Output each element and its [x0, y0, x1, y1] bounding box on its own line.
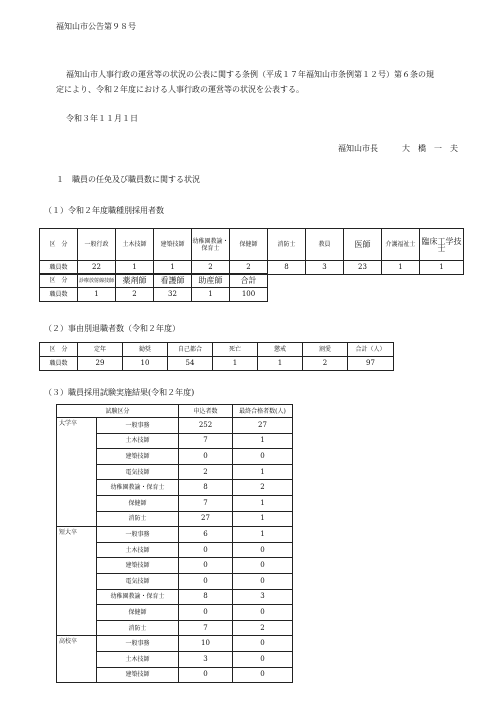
table-cell: 1: [258, 357, 303, 371]
exam-type-cell: 一般事務: [97, 527, 179, 543]
table-cell: 2: [303, 357, 348, 371]
table-cell: 54: [168, 357, 213, 371]
table-cell: 0: [233, 605, 293, 621]
body-line-2: 定により、令和２年度における人事行政の運営等の状況を公表する。: [56, 85, 304, 94]
table-cell: 0: [179, 573, 233, 589]
table-cell: 7: [179, 620, 233, 636]
table-cell: 1: [420, 261, 464, 275]
table2-value-row: [40, 357, 394, 371]
table-cell: 27: [179, 511, 233, 527]
exam-category-cell: 大学卒: [57, 418, 97, 527]
exam-type-cell: 建築技師: [97, 558, 179, 574]
exam-type-cell: 一般事務: [97, 636, 179, 652]
table1b-value-row: [40, 288, 268, 302]
table-header-cell: 合計（人）: [348, 343, 394, 357]
exam-type-cell: 建築技師: [97, 667, 179, 683]
table-cell: 0: [233, 558, 293, 574]
table-row: [57, 636, 293, 652]
exam-type-cell: 幼稚園教諭・保育士: [97, 480, 179, 496]
table-cell: 97: [348, 357, 394, 371]
table-header-cell: 区 分: [40, 274, 78, 288]
table-cell: 1: [233, 527, 293, 543]
exam-type-cell: 保健師: [97, 605, 179, 621]
table-header-cell: 助産師: [192, 274, 230, 288]
signer-title: 福知山市長: [338, 144, 378, 153]
table-cell: 1: [382, 261, 420, 275]
table-cell: 23: [344, 261, 382, 275]
table-header-cell: 看護師: [154, 274, 192, 288]
table-cell: 3: [233, 589, 293, 605]
exam-type-cell: 消防士: [97, 620, 179, 636]
table-cell: 2: [116, 288, 154, 302]
exam-results-table: [56, 404, 293, 683]
exam-type-cell: 建築技師: [97, 449, 179, 465]
exam-type-cell: 幼稚園教諭・保育士: [97, 589, 179, 605]
table-header-cell: 合計: [230, 274, 268, 288]
exam-type-cell: 電気技師: [97, 464, 179, 480]
table-cell: 3: [306, 261, 344, 275]
table-cell: 7: [179, 433, 233, 449]
notice-date: 令和３年１１月１日: [66, 114, 138, 123]
table-cell: 2: [192, 261, 230, 275]
table1b-header-row: [40, 274, 268, 288]
table-cell: 0: [233, 667, 293, 683]
body-line-1: 福知山市人事行政の運営等の状況の公表に関する条例（平成１７年福知山市条例第１２号）第６条の規: [66, 70, 434, 79]
table-cell: 32: [154, 288, 192, 302]
table-header-cell: 定年: [78, 343, 123, 357]
table-cell: 29: [78, 357, 123, 371]
table-header-cell: 区 分: [40, 343, 78, 357]
exam-category-cell: 高校卒: [57, 636, 97, 683]
table-header-cell: 懲戒: [258, 343, 303, 357]
table-header-cell: 試験区分: [57, 405, 179, 418]
table-cell: 1: [233, 464, 293, 480]
exam-type-cell: 電気技師: [97, 573, 179, 589]
exam-type-cell: 土木技師: [97, 651, 179, 667]
table2-header-row: [40, 343, 394, 357]
section-heading: １ 職員の任免及び職員数に関する状況: [56, 175, 200, 184]
table-header-cell: 最終合格者数(人): [233, 405, 293, 418]
table-header-cell: 診療放射線技師: [78, 274, 116, 288]
table-cell: 2: [179, 464, 233, 480]
table-header-cell: 介護福祉士: [382, 229, 420, 261]
table-header-cell: 一般行政: [78, 229, 116, 261]
table-cell: 0: [233, 636, 293, 652]
exam-category-cell: 短大卒: [57, 527, 97, 636]
retirement-reason-table: [39, 342, 394, 371]
table-header-cell: 建築技師: [154, 229, 192, 261]
table-header-cell: 保健師: [230, 229, 268, 261]
table-header-cell: 自己都合: [168, 343, 213, 357]
table-header-cell: 割愛: [303, 343, 348, 357]
exam-type-cell: 消防士: [97, 511, 179, 527]
table-cell: 6: [179, 527, 233, 543]
table2-heading: （２）事由別退職者数（令和２年度）: [44, 324, 180, 333]
signer-name: 大 橋 一 夫: [402, 144, 458, 153]
table1-header-row: [40, 229, 464, 261]
table3-header-row: [57, 405, 293, 418]
table-cell: 職員数: [40, 288, 78, 302]
table-row: [57, 527, 293, 543]
table-cell: 0: [233, 651, 293, 667]
table-cell: 8: [268, 261, 306, 275]
table-cell: 職員数: [40, 261, 78, 275]
table-header-cell: 死亡: [213, 343, 258, 357]
table-cell: 2: [233, 620, 293, 636]
table-cell: 0: [233, 573, 293, 589]
table-cell: 8: [179, 589, 233, 605]
table-cell: 0: [233, 449, 293, 465]
hiring-by-job-table-2: [39, 273, 268, 302]
table-cell: 1: [233, 511, 293, 527]
exam-type-cell: 土木技師: [97, 433, 179, 449]
table-cell: 8: [179, 480, 233, 496]
table1-heading: （１）令和２年度職種別採用者数: [44, 206, 164, 215]
table-cell: 2: [230, 261, 268, 275]
table-cell: 3: [179, 651, 233, 667]
table-header-cell: 臨床工学技士: [420, 229, 464, 261]
table-header-cell: 勧奨: [123, 343, 168, 357]
notice-number: 福知山市公告第９８号: [56, 22, 136, 31]
table-cell: 1: [233, 495, 293, 511]
table-header-cell: 教員: [306, 229, 344, 261]
table-cell: 0: [179, 558, 233, 574]
table-cell: 10: [123, 357, 168, 371]
table-row: [57, 418, 293, 434]
table-cell: 1: [213, 357, 258, 371]
table-cell: 100: [230, 288, 268, 302]
exam-type-cell: 一般事務: [97, 418, 179, 434]
table-header-cell: 土木技師: [116, 229, 154, 261]
table-cell: 0: [179, 449, 233, 465]
table-cell: 2: [233, 480, 293, 496]
table-header-cell: 医師: [344, 229, 382, 261]
table-header-cell: 区 分: [40, 229, 78, 261]
table3-heading: （３）職員採用試験実施結果(令和２年度): [44, 388, 195, 397]
table-header-cell: 申込者数: [179, 405, 233, 418]
table-cell: 1: [233, 433, 293, 449]
table-cell: 27: [233, 418, 293, 434]
table-header-cell: 薬剤師: [116, 274, 154, 288]
table-cell: 1: [78, 288, 116, 302]
table-cell: 職員数: [40, 357, 78, 371]
table-cell: 10: [179, 636, 233, 652]
table-cell: 252: [179, 418, 233, 434]
table-cell: 1: [116, 261, 154, 275]
table-cell: 22: [78, 261, 116, 275]
table-cell: 1: [154, 261, 192, 275]
exam-type-cell: 土木技師: [97, 542, 179, 558]
table-cell: 0: [179, 605, 233, 621]
hiring-by-job-table: [39, 228, 464, 275]
table-cell: 0: [179, 667, 233, 683]
table-header-cell: 消防士: [268, 229, 306, 261]
table-cell: 1: [192, 288, 230, 302]
exam-type-cell: 保健師: [97, 495, 179, 511]
table-cell: 7: [179, 495, 233, 511]
table-cell: 0: [233, 542, 293, 558]
table-header-cell: 幼稚園教諭・保育士: [192, 229, 230, 261]
table-cell: 0: [179, 542, 233, 558]
